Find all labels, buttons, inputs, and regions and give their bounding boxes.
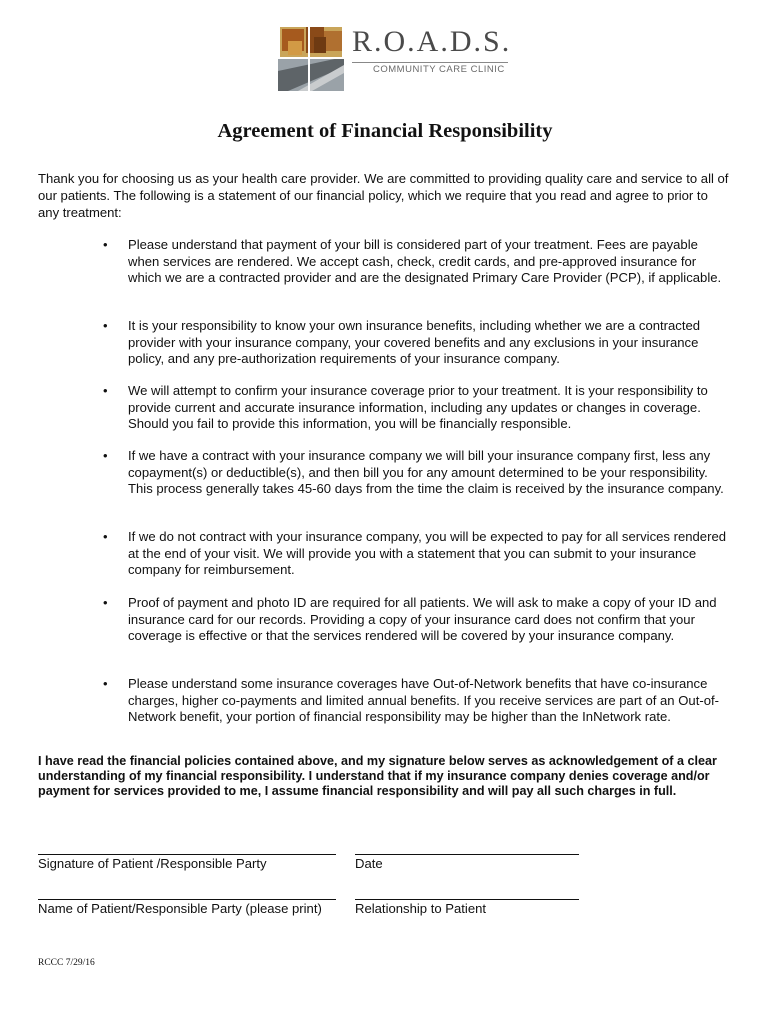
policy-item xyxy=(103,237,732,287)
policy-text: We will attempt to confirm your insurance coverage prior to your treatment. It is your responsibility to provide current and accurate insurance information, including any updates or changes in coverage. Should you fail to provide this information, you will be financially responsible. xyxy=(128,383,708,431)
policy-text: If we do not contract with your insurance company, you will be expected to pay for all services rendered at the end of your visit. We will provide you with a statement that you can submit to your insurance company for reimbursement. xyxy=(128,529,727,577)
signature-label: Signature of Patient /Responsible Party xyxy=(38,856,267,871)
bullet-icon: • xyxy=(103,318,108,333)
signature-line[interactable] xyxy=(38,854,336,855)
policy-item xyxy=(103,529,732,579)
policy-text: It is your responsibility to know your own insurance benefits, including whether we are a contracted provider with your insurance company, your covered benefits and any exclusions in your insurance policy, and any pre-authorization requirements of your insurance company. xyxy=(128,318,701,366)
policy-item xyxy=(103,595,732,645)
policy-item xyxy=(103,676,732,726)
bullet-icon: • xyxy=(103,237,108,252)
bullet-icon: • xyxy=(103,595,108,610)
name-line[interactable] xyxy=(38,899,336,900)
clinic-subtitle: COMMUNITY CARE CLINIC xyxy=(373,64,505,75)
relationship-label: Relationship to Patient xyxy=(355,901,487,916)
bullet-icon: • xyxy=(103,383,108,398)
policy-text: Please understand that payment of your bill is considered part of your treatment. Fees are payable when services are rendered. We accept cash, check, credit cards, and pre-approved insurance for which we are a contracted provider and are the designated Primary Care Provider (PCP), if applicable. xyxy=(128,237,722,285)
bullet-icon: • xyxy=(103,529,108,544)
name-label: Name of Patient/Responsible Party (please print) xyxy=(38,901,322,916)
acknowledgement-statement: I have read the financial policies contained above, and my signature below serves as acknowledgement of a clear understanding of my financial responsibility. I understand that if my insurance company denies coverage and/or payment for services provided to me, I assume financial responsibility and will pay all such charges in full. xyxy=(38,754,717,798)
date-label: Date xyxy=(355,856,383,871)
policy-text: If we have a contract with your insurance company we will bill your insurance company first, less any copayment(s) or deductible(s), and then bill you for any amount determined to be your responsibility. This process generally takes 45-60 days from the time the claim is received by the insurance company. xyxy=(128,448,724,496)
bullet-icon: • xyxy=(103,676,108,691)
clinic-logo xyxy=(278,27,518,95)
clinic-name: R.O.A.D.S. xyxy=(352,25,512,58)
policy-item xyxy=(103,318,732,368)
policy-item xyxy=(103,383,732,433)
road-photo-logo-image xyxy=(278,27,344,91)
bullet-icon: • xyxy=(103,448,108,463)
intro-paragraph: Thank you for choosing us as your health care provider. We are committed to providing quality care and service to all of our patients. The following is a statement of our financial policy, which we require that you read and agree to prior to any treatment: xyxy=(38,171,729,220)
document-title: Agreement of Financial Responsibility xyxy=(217,120,553,142)
policy-text: Please understand some insurance coverages have Out-of-Network benefits that have co-insurance charges, higher co-payments and limited annual benefits. If you receive services are part of an Out-of-Network benefit, your portion of financial responsibility may be higher than the InNetwork rate. xyxy=(128,676,719,724)
form-revision-code: RCCC 7/29/16 xyxy=(38,958,95,968)
logo-divider xyxy=(352,62,508,63)
date-line[interactable] xyxy=(355,854,579,855)
policy-text: Proof of payment and photo ID are required for all patients. We will ask to make a copy of your ID and insurance card for our records. Providing a copy of your insurance card does not confirm that your coverage is effective or that the services rendered will be covered by your insurance company. xyxy=(128,595,717,643)
policy-item xyxy=(103,448,732,498)
relationship-line[interactable] xyxy=(355,899,579,900)
